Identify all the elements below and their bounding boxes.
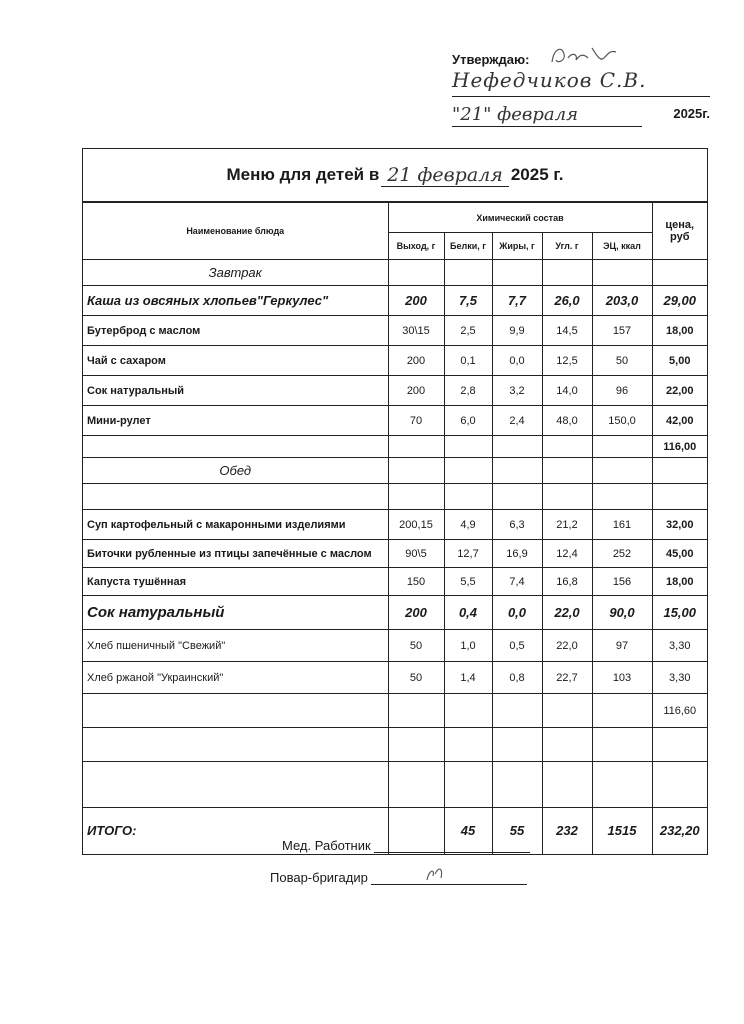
value-cell: [388, 484, 444, 510]
dish-name: [83, 436, 388, 458]
dish-name: Хлеб ржаной "Украинский": [83, 662, 388, 694]
value-cell: 161: [592, 510, 652, 540]
value-cell: 16,8: [542, 568, 592, 596]
empty-cell: [492, 260, 542, 286]
menu-title: [83, 149, 707, 202]
value-cell: 157: [592, 316, 652, 346]
value-cell: 0,0: [492, 346, 542, 376]
dish-name: Каша из овсяных хлопьев"Геркулес": [83, 286, 388, 316]
table-row: [83, 316, 707, 346]
table-row: [83, 630, 707, 662]
table-row: [83, 568, 707, 596]
table-row: [83, 346, 707, 376]
value-cell: [388, 728, 444, 762]
header-col: Выход, г: [388, 233, 444, 260]
value-cell: [444, 436, 492, 458]
value-cell: 252: [592, 540, 652, 568]
value-cell: [542, 484, 592, 510]
value-cell: [444, 762, 492, 808]
header-col: Угл. г: [542, 233, 592, 260]
value-cell: 200: [388, 346, 444, 376]
table-row: [83, 484, 707, 510]
title-prefix: Меню для детей в: [226, 165, 380, 184]
table-row: [83, 406, 707, 436]
value-cell: [444, 728, 492, 762]
value-cell: 7,5: [444, 286, 492, 316]
value-cell: 26,0: [542, 286, 592, 316]
value-cell: [592, 436, 652, 458]
empty-cell: [542, 458, 592, 484]
value-cell: [592, 762, 652, 808]
value-cell: 1,0: [444, 630, 492, 662]
header-dish-name: Наименование блюда: [83, 203, 388, 260]
title-date: 21 февраля: [381, 164, 509, 187]
value-cell: [542, 436, 592, 458]
value-cell: [444, 694, 492, 728]
cook-label: Повар-бригадир: [270, 870, 368, 885]
header-chemical: Химический состав: [388, 203, 652, 233]
empty-cell: [652, 458, 707, 484]
value-cell: 55: [492, 808, 542, 854]
empty-cell: [388, 458, 444, 484]
price-cell: 42,00: [652, 406, 707, 436]
value-cell: [444, 484, 492, 510]
med-worker-line: [374, 838, 530, 853]
price-cell: 3,30: [652, 630, 707, 662]
value-cell: 21,2: [542, 510, 592, 540]
header-price: цена, руб: [652, 203, 707, 260]
value-cell: 22,0: [542, 630, 592, 662]
value-cell: 0,1: [444, 346, 492, 376]
table-row: [83, 728, 707, 762]
value-cell: 203,0: [592, 286, 652, 316]
empty-cell: [592, 458, 652, 484]
value-cell: 12,7: [444, 540, 492, 568]
value-cell: [388, 762, 444, 808]
dish-name: Бутерброд с маслом: [83, 316, 388, 346]
dish-name: Сок натуральный: [83, 596, 388, 630]
grand-total-label: ИТОГО:: [83, 808, 388, 854]
empty-cell: [444, 458, 492, 484]
subtotal-row: [83, 436, 707, 458]
value-cell: 2,5: [444, 316, 492, 346]
dish-name: Хлеб пшеничный "Свежий": [83, 630, 388, 662]
empty-cell: [652, 260, 707, 286]
value-cell: 200: [388, 376, 444, 406]
value-cell: [388, 694, 444, 728]
section-title: Обед: [83, 458, 388, 484]
price-cell: 29,00: [652, 286, 707, 316]
dish-name: Биточки рубленные из птицы запечённые с маслом: [83, 540, 388, 568]
dish-name: Суп картофельный с макаронными изделиями: [83, 510, 388, 540]
cook-signature: [421, 864, 451, 884]
approver-name: Нефедчиков С.В.: [452, 68, 710, 97]
empty-cell: [444, 260, 492, 286]
value-cell: 7,7: [492, 286, 542, 316]
signature-mark: [544, 40, 624, 70]
value-cell: 96: [592, 376, 652, 406]
table-row: [83, 762, 707, 808]
price-cell: 5,00: [652, 346, 707, 376]
value-cell: 7,4: [492, 568, 542, 596]
price-cell: 116,60: [652, 694, 707, 728]
approval-label: Утверждаю:: [452, 52, 530, 67]
table-row: [83, 662, 707, 694]
value-cell: 156: [592, 568, 652, 596]
value-cell: [492, 484, 542, 510]
empty-cell: [542, 260, 592, 286]
dish-name: Мини-рулет: [83, 406, 388, 436]
price-cell: 18,00: [652, 568, 707, 596]
value-cell: 0,5: [492, 630, 542, 662]
med-worker-sign: [270, 838, 540, 853]
value-cell: 6,0: [444, 406, 492, 436]
value-cell: 1515: [592, 808, 652, 854]
price-cell: 18,00: [652, 316, 707, 346]
table-row: [83, 510, 707, 540]
value-cell: 1,4: [444, 662, 492, 694]
table-row: [83, 596, 707, 630]
cook-sign: [270, 870, 540, 885]
value-cell: 90\5: [388, 540, 444, 568]
dish-name: Сок натуральный: [83, 376, 388, 406]
price-cell: 116,00: [652, 436, 707, 458]
section-row: [83, 260, 707, 286]
title-suffix: 2025 г.: [510, 165, 564, 184]
approval-date: "21" февраля: [452, 104, 642, 127]
dish-name: Капуста тушённая: [83, 568, 388, 596]
value-cell: 12,4: [542, 540, 592, 568]
empty-cell: [388, 260, 444, 286]
value-cell: 50: [388, 662, 444, 694]
value-cell: 12,5: [542, 346, 592, 376]
table-row: [83, 286, 707, 316]
empty-cell: [492, 458, 542, 484]
value-cell: 2,4: [492, 406, 542, 436]
approval-year: 2025г.: [673, 106, 710, 121]
cook-line: [371, 870, 527, 885]
value-cell: 22,0: [542, 596, 592, 630]
value-cell: 48,0: [542, 406, 592, 436]
table-row: [83, 540, 707, 568]
section-row: [83, 458, 707, 484]
value-cell: 45: [444, 808, 492, 854]
value-cell: 2,8: [444, 376, 492, 406]
value-cell: [542, 762, 592, 808]
empty-cell: [592, 260, 652, 286]
dish-name: [83, 484, 388, 510]
section-title: Завтрак: [83, 260, 388, 286]
price-cell: [652, 484, 707, 510]
value-cell: [592, 694, 652, 728]
value-cell: 0,4: [444, 596, 492, 630]
dish-name: Чай с сахаром: [83, 346, 388, 376]
dish-name: [83, 728, 388, 762]
price-cell: 15,00: [652, 596, 707, 630]
table-row: [83, 376, 707, 406]
value-cell: 4,9: [444, 510, 492, 540]
value-cell: 50: [388, 630, 444, 662]
dish-name: [83, 694, 388, 728]
value-cell: [492, 436, 542, 458]
value-cell: [492, 728, 542, 762]
dish-name: [83, 762, 388, 808]
header-col: Жиры, г: [492, 233, 542, 260]
value-cell: [592, 728, 652, 762]
subtotal-row: [83, 694, 707, 728]
value-cell: [542, 728, 592, 762]
value-cell: 150,0: [592, 406, 652, 436]
value-cell: 3,2: [492, 376, 542, 406]
value-cell: 0,8: [492, 662, 542, 694]
menu-grid: [83, 202, 707, 854]
value-cell: [388, 436, 444, 458]
value-cell: 22,7: [542, 662, 592, 694]
price-cell: 232,20: [652, 808, 707, 854]
value-cell: 200: [388, 596, 444, 630]
menu-table: [82, 148, 708, 855]
header-col: ЭЦ, ккал: [592, 233, 652, 260]
value-cell: 6,3: [492, 510, 542, 540]
value-cell: 90,0: [592, 596, 652, 630]
value-cell: 50: [592, 346, 652, 376]
price-cell: 32,00: [652, 510, 707, 540]
price-cell: [652, 762, 707, 808]
value-cell: 150: [388, 568, 444, 596]
value-cell: 14,0: [542, 376, 592, 406]
med-worker-label: Мед. Работник: [282, 838, 371, 853]
value-cell: 5,5: [444, 568, 492, 596]
value-cell: 9,9: [492, 316, 542, 346]
value-cell: 200: [388, 286, 444, 316]
price-cell: 22,00: [652, 376, 707, 406]
value-cell: 14,5: [542, 316, 592, 346]
value-cell: [492, 762, 542, 808]
price-cell: 3,30: [652, 662, 707, 694]
value-cell: [592, 484, 652, 510]
value-cell: 97: [592, 630, 652, 662]
value-cell: 0,0: [492, 596, 542, 630]
value-cell: 200,15: [388, 510, 444, 540]
value-cell: 103: [592, 662, 652, 694]
value-cell: 30\15: [388, 316, 444, 346]
header-col: Белки, г: [444, 233, 492, 260]
value-cell: 70: [388, 406, 444, 436]
value-cell: [492, 694, 542, 728]
approval-block: [452, 40, 710, 132]
price-cell: 45,00: [652, 540, 707, 568]
price-cell: [652, 728, 707, 762]
value-cell: 16,9: [492, 540, 542, 568]
value-cell: [542, 694, 592, 728]
value-cell: 232: [542, 808, 592, 854]
